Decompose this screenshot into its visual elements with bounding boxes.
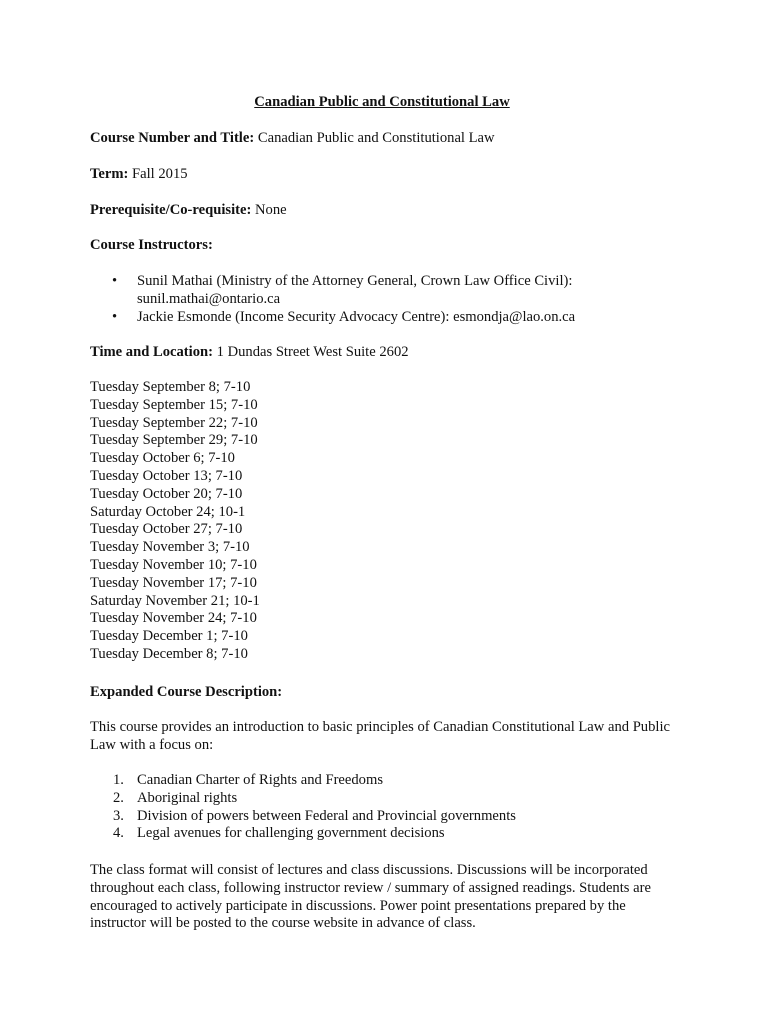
course-number-field xyxy=(90,130,495,148)
time-location-value: 1 Dundas Street West Suite 2602 xyxy=(212,344,409,360)
description-heading xyxy=(90,684,282,702)
instructor-item xyxy=(90,309,657,327)
schedule-date: Tuesday November 3; 7-10 xyxy=(90,539,250,556)
description-heading-text: Expanded Course Description: xyxy=(90,684,283,700)
description-intro: This course provides an introduction to basic principles of Canadian Constitutional Law and Public Law with a focus on: xyxy=(90,719,670,753)
schedule-date: Saturday October 24; 10-1 xyxy=(90,503,246,520)
prerequisite-field xyxy=(90,202,287,220)
schedule-date: Tuesday December 8; 7-10 xyxy=(90,645,248,662)
focus-item xyxy=(90,825,516,843)
schedule-date: Tuesday November 17; 7-10 xyxy=(90,574,257,591)
time-location-label: Time and Location: xyxy=(90,344,213,360)
schedule-date: Tuesday September 15; 7-10 xyxy=(90,396,258,413)
schedule-date: Tuesday November 10; 7-10 xyxy=(90,556,257,573)
instructor-text: Jackie Esmonde (Income Security Advocacy Centre): esmondja@lao.on.ca xyxy=(137,308,576,325)
term-value: Fall 2015 xyxy=(128,166,188,182)
prerequisite-label: Prerequisite/Co-requisite: xyxy=(90,202,252,218)
schedule-date: Tuesday October 6; 7-10 xyxy=(90,450,235,467)
schedule-date: Tuesday September 8; 7-10 xyxy=(90,379,251,395)
bullet-marker: • xyxy=(112,273,118,289)
focus-number: 3. xyxy=(113,807,124,824)
focus-text: Legal avenues for challenging government decisions xyxy=(137,825,445,842)
schedule-date: Tuesday October 13; 7-10 xyxy=(90,467,243,484)
schedule-date: Saturday November 21; 10-1 xyxy=(90,592,260,609)
schedule-date: Tuesday December 1; 7-10 xyxy=(90,628,248,645)
instructors-heading-text: Course Instructors: xyxy=(90,237,213,253)
bullet-marker: • xyxy=(112,308,118,325)
term-field xyxy=(90,166,188,184)
focus-item xyxy=(90,790,516,808)
instructors-heading xyxy=(90,237,213,255)
schedule-date: Tuesday September 29; 7-10 xyxy=(90,432,258,449)
focus-list xyxy=(90,772,516,843)
focus-item xyxy=(90,808,516,826)
focus-item xyxy=(90,772,516,790)
course-number-label: Course Number and Title: xyxy=(90,130,255,146)
instructors-list xyxy=(90,273,657,326)
term-label: Term: xyxy=(90,166,129,182)
course-number-value: Canadian Public and Constitutional Law xyxy=(254,130,495,146)
document-title: Canadian Public and Constitutional Law xyxy=(254,94,510,110)
schedule-date: Tuesday November 24; 7-10 xyxy=(90,610,257,627)
schedule-date: Tuesday October 20; 7-10 xyxy=(90,485,243,502)
focus-text: Aboriginal rights xyxy=(137,789,238,806)
focus-number: 2. xyxy=(113,789,124,806)
schedule-dates xyxy=(90,379,260,664)
focus-number: 4. xyxy=(113,825,124,842)
class-format-paragraph: The class format will consist of lectures and class discussions. Discussions will be incorporated throughout each class, following instructor review / summary of assigned readings. Students are encouraged to actively participate in discussions. Power point presentations prepared by the instructor will be posted to the course website in advance of class. xyxy=(90,862,651,932)
focus-text: Division of powers between Federal and Provincial governments xyxy=(137,807,516,824)
schedule-date: Tuesday September 22; 7-10 xyxy=(90,414,258,431)
schedule-date: Tuesday October 27; 7-10 xyxy=(90,521,243,538)
instructor-text: Sunil Mathai (Ministry of the Attorney General, Crown Law Office Civil): sunil.mathai@ontario.ca xyxy=(137,273,573,307)
instructor-item xyxy=(90,273,657,309)
focus-number: 1. xyxy=(113,772,124,788)
focus-text: Canadian Charter of Rights and Freedoms xyxy=(137,772,384,788)
prerequisite-value: None xyxy=(251,202,287,218)
time-location-field xyxy=(90,344,409,362)
